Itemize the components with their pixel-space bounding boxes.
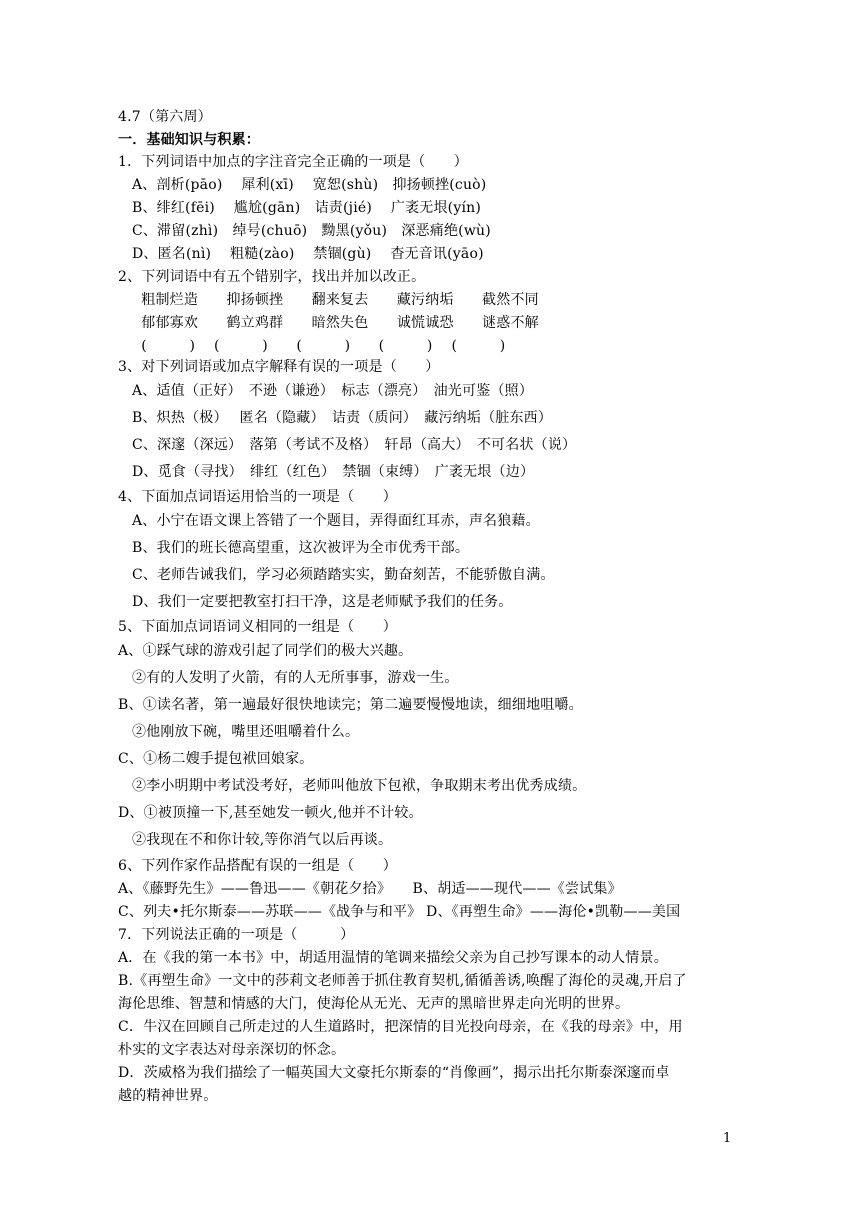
q4-option-b: B、我们的班长德高望重，这次被评为全市优秀干部。 <box>118 540 470 556</box>
q3-option-c: C、深邃（深远） 落第（考试不及格） 轩昂（高大） 不可名状（说） <box>118 437 577 453</box>
question-4-stem: 4、下面加点词语运用恰当的一项是（ ） <box>118 489 397 505</box>
page-number: 1 <box>723 1131 732 1146</box>
question-2-stem: 2、下列词语中有五个错别字，找出并加以改正。 <box>118 269 426 285</box>
q7-option-d-line-1: D．茨威格为我们描绘了一幅英国大文豪托尔斯泰的“肖像画”，揭示出托尔斯泰深邃而卓 <box>118 1065 670 1081</box>
q5-option-c-1: C、①杨二嫂手提包袱回娘家。 <box>118 751 314 767</box>
q1-option-b: B、绯红(fēi) 尴尬(gān) 诘责(jié) 广袤无垠(yín) <box>118 200 482 216</box>
q6-options-ab: A、《藤野先生》——鲁迅——《朝花夕拾》 B、胡适——现代——《尝试集》 <box>118 881 622 897</box>
q5-option-d-2: ②我现在不和你计较,等你消气以后再谈。 <box>118 832 393 848</box>
q3-option-a: A、适值（正好） 不逊（谦逊） 标志（漂亮） 油光可鉴（照） <box>118 383 534 399</box>
q3-option-d: D、觅食（寻找） 绯红（红色） 禁锢（束缚） 广袤无垠（边） <box>118 464 535 480</box>
q5-option-c-2: ②李小明期中考试没考好，老师叫他放下包袱，争取期末考出优秀成绩。 <box>118 778 587 794</box>
q7-option-c-line-2: 朴实的文字表达对母亲深切的怀念。 <box>118 1042 346 1058</box>
q2-words-row-1: 粗制烂造 抑扬顿挫 翻来复去 藏污纳垢 截然不同 <box>118 292 539 308</box>
q5-option-a-2: ②有的人发明了火箭，有的人无所事事，游戏一生。 <box>118 670 459 686</box>
question-7-stem: 7．下列说法正确的一项是（ ） <box>118 927 355 943</box>
date-header: 4.7（第六周） <box>118 109 212 125</box>
q5-option-d-1: D、①被顶撞一下,甚至她发一顿火,他并不计较。 <box>118 805 423 821</box>
q1-option-d: D、匿名(nì) 粗糙(zào) 禁锢(gù) 杳无音讯(yāo) <box>118 246 484 262</box>
section-title: 一．基础知识与积累： <box>118 132 260 148</box>
q7-option-a: A．在《我的第一本书》中，胡适用温情的笔调来描绘父亲为自己抄写课本的动人情景。 <box>118 950 668 966</box>
question-5-stem: 5、下面加点词语词义相同的一组是（ ） <box>118 619 397 635</box>
q7-option-b-line-1: B.《再塑生命》一文中的莎莉文老师善于抓住教育契机,循循善诱,唤醒了海伦的灵魂,开启了 <box>118 973 687 989</box>
q5-option-b-1: B、①读名著，第一遍最好很快地读完；第二遍要慢慢地读，细细地咀嚼。 <box>118 697 583 713</box>
q7-option-d-line-2: 越的精神世界。 <box>118 1088 218 1104</box>
q2-answer-blanks: ( ) ( ) ( ) ( ) ( ) <box>118 338 506 354</box>
q6-options-cd: C、列夫•托尔斯泰——苏联——《战争与和平》 D、《再塑生命》——海伦•凯勒——美国 <box>118 904 681 920</box>
q7-option-b-line-2: 海伦思维、智慧和情感的大门，使海伦从无光、无声的黑暗世界走向光明的世界。 <box>118 996 630 1012</box>
q4-option-d: D、我们一定要把教室打扫干净，这是老师赋予我们的任务。 <box>118 594 513 610</box>
question-3-stem: 3、对下列词语或加点字解释有误的一项是（ ） <box>118 359 440 375</box>
q4-option-a: A、小宁在语文课上答错了一个题目，弄得面红耳赤，声名狼藉。 <box>118 513 540 529</box>
q7-option-c-line-1: C．牛汉在回顾自己所走过的人生道路时，把深情的目光投向母亲，在《我的母亲》中，用 <box>118 1019 683 1035</box>
question-6-stem: 6、下列作家作品搭配有误的一组是（ ） <box>118 858 397 874</box>
q5-option-b-2: ②他刚放下碗，嘴里还咀嚼着什么。 <box>118 724 360 740</box>
q4-option-c: C、老师告诫我们，学习必须踏踏实实，勤奋刻苦，不能骄傲自满。 <box>118 567 555 583</box>
question-1-stem: 1．下列词语中加点的字注音完全正确的一项是（ ） <box>118 154 468 170</box>
q2-words-row-2: 郁郁寡欢 鹤立鸡群 暗然失色 诚慌诚恐 谜惑不解 <box>118 315 539 331</box>
q1-option-a: A、剖析(pāo) 犀利(xī) 宽恕(shù) 抑扬顿挫(cuò) <box>118 177 487 193</box>
q1-option-c: C、滞留(zhì) 绰号(chuō) 黝黑(yǒu) 深恶痛绝(wù) <box>118 223 491 239</box>
q3-option-b: B、炽热（极） 匿名（隐藏） 诘责（质问） 藏污纳垢（脏东西） <box>118 410 553 426</box>
q5-option-a-1: A、①踩气球的游戏引起了同学们的极大兴趣。 <box>118 643 413 659</box>
